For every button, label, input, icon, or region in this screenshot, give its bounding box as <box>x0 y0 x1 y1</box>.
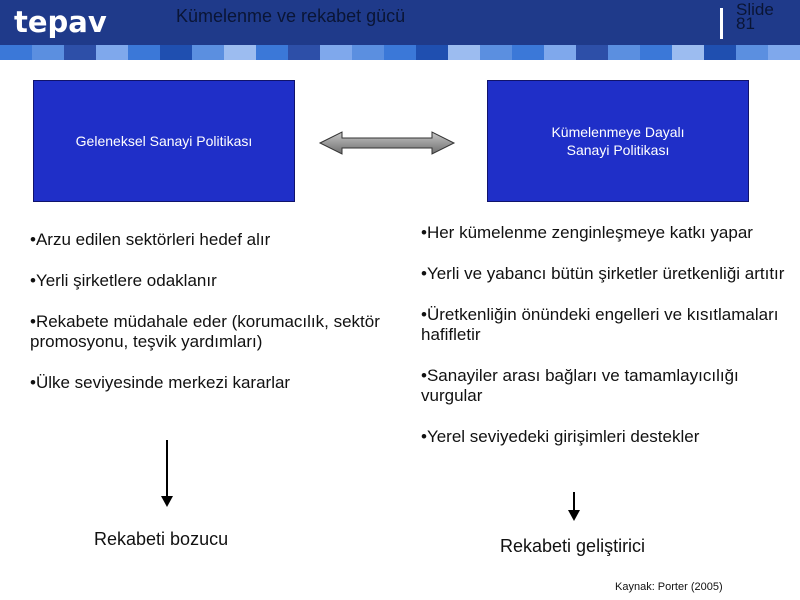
bullet-item: •Ülke seviyesinde merkezi kararlar <box>30 373 291 392</box>
decorative-tile <box>480 45 512 60</box>
bullet-item: •Yerli şirketlere odaklanır <box>30 271 217 290</box>
decorative-tile <box>704 45 736 60</box>
decorative-tile <box>64 45 96 60</box>
decorative-tile <box>640 45 672 60</box>
decorative-tile <box>128 45 160 60</box>
decorative-tile <box>160 45 192 60</box>
source-citation: Kaynak: Porter (2005) <box>615 581 723 593</box>
slide-number: 81 <box>736 14 755 33</box>
decorative-tile <box>512 45 544 60</box>
cluster-policy-label: Kümelenmeye Dayalı Sanayi Politikası <box>551 124 685 158</box>
decorative-tile <box>416 45 448 60</box>
bullet-item: •Her kümelenme zenginleşmeye katkı yapar <box>421 223 753 242</box>
slide-label <box>736 0 774 33</box>
decorative-tile <box>288 45 320 60</box>
decorative-tile <box>192 45 224 60</box>
decorative-tile <box>576 45 608 60</box>
traditional-policy-label: Geleneksel Sanayi Politikası <box>75 133 253 149</box>
slide-marker <box>720 8 723 39</box>
decorative-tile <box>448 45 480 60</box>
decorative-tile <box>224 45 256 60</box>
decorative-tile <box>32 45 64 60</box>
decorative-tile-strip <box>0 45 800 60</box>
decorative-tile <box>736 45 768 60</box>
decorative-tile <box>96 45 128 60</box>
bullet-item: •Üretkenliğin önündeki engelleri ve kısıtlamaları hafifletir <box>421 305 779 344</box>
bullet-item: •Rekabete müdahale eder (korumacılık, sektör promosyonu, teşvik yardımları) <box>30 312 380 351</box>
bullet-item: •Yerli ve yabancı bütün şirketler üretkenliği artıtır <box>421 264 785 283</box>
header-bar <box>0 0 800 45</box>
decorative-tile <box>0 45 32 60</box>
double-arrow-icon <box>318 130 458 156</box>
slide-label-text: Slide <box>736 0 774 19</box>
bullet-item: •Yerel seviyedeki girişimleri destekler <box>421 427 700 446</box>
bullet-item: •Sanayiler arası bağları ve tamamlayıcılığı vurgular <box>421 366 739 405</box>
traditional-policy-box <box>33 80 295 202</box>
decorative-tile <box>320 45 352 60</box>
traditional-bullet-list <box>30 230 390 414</box>
decorative-tile <box>352 45 384 60</box>
bullet-item: •Arzu edilen sektörleri hedef alır <box>30 230 271 249</box>
decorative-tile <box>256 45 288 60</box>
decorative-tile <box>672 45 704 60</box>
decorative-tile <box>384 45 416 60</box>
down-arrow-icon <box>566 492 582 522</box>
decorative-tile <box>768 45 800 60</box>
slide-title: Kümelenme ve rekabet gücü <box>176 6 406 26</box>
down-arrow-icon <box>159 440 175 508</box>
decorative-tile <box>608 45 640 60</box>
decorative-tile <box>544 45 576 60</box>
result-distorting: Rekabeti bozucu <box>94 529 229 549</box>
tepav-logo: tepav <box>11 3 132 41</box>
result-enhancing: Rekabeti geliştirici <box>500 536 646 556</box>
cluster-policy-box <box>487 80 749 202</box>
cluster-bullet-list <box>421 223 791 468</box>
